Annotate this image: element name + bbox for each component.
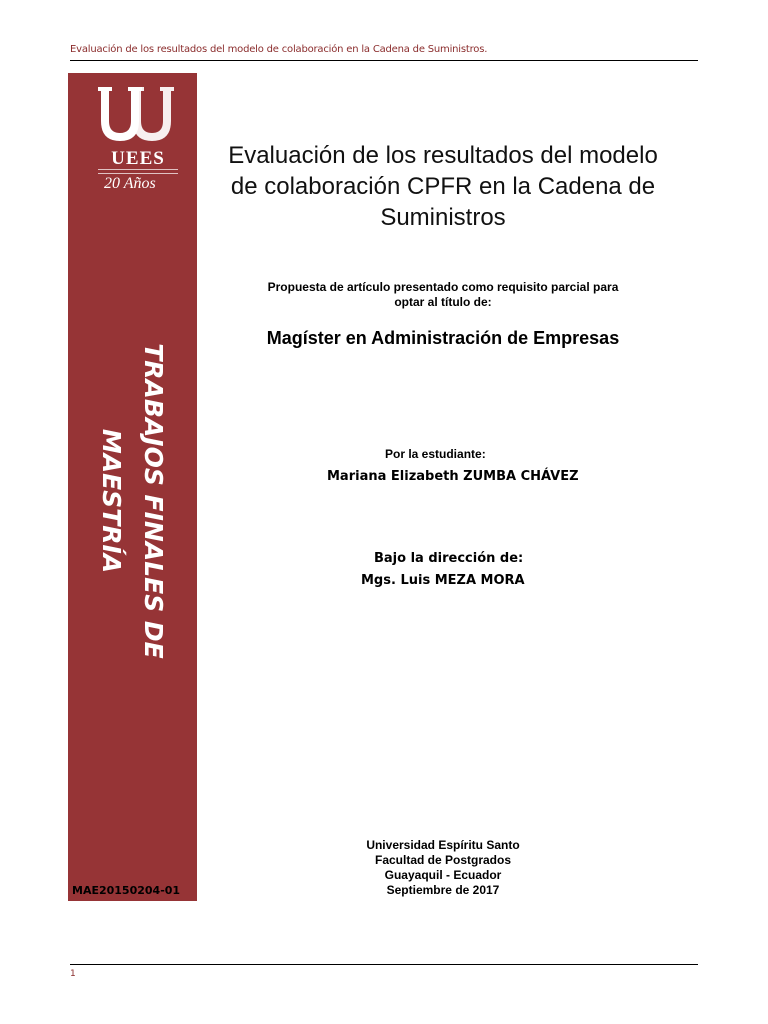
sidebar-band xyxy=(68,73,197,901)
logo-anniversary: 20 Años xyxy=(104,175,156,192)
header-divider xyxy=(70,60,698,61)
faculty-name: Facultad de Postgrados xyxy=(374,853,512,867)
document-subtitle xyxy=(218,280,668,310)
uees-logo xyxy=(90,83,180,192)
document-code: MAE20150204-01 xyxy=(72,884,181,897)
document-title: Evaluación de los resultados del modelo de colaboración CPFR en la Cadena de Suministros xyxy=(228,142,658,231)
vertical-title-line1: TRABAJOS FINALES DE xyxy=(139,343,168,659)
logo-wordmark: UEES xyxy=(111,148,165,169)
degree-title: Magíster en Administración de Empresas xyxy=(266,328,620,348)
city-name: Guayaquil - Ecuador xyxy=(384,868,502,882)
logo-rule xyxy=(98,169,178,174)
vertical-series-title xyxy=(90,341,174,661)
advisor-name: Mgs. Luis MEZA MORA xyxy=(361,573,525,588)
subtitle-line2: optar al título de: xyxy=(394,295,492,309)
publication-date: Septiembre de 2017 xyxy=(386,883,500,897)
student-name: Mariana Elizabeth ZUMBA CHÁVEZ xyxy=(327,469,579,484)
advisor-label: Bajo la dirección de: xyxy=(374,551,524,566)
student-label: Por la estudiante: xyxy=(385,447,486,461)
footer-divider xyxy=(70,964,698,965)
page-number: 1 xyxy=(70,969,76,979)
institution-block xyxy=(318,838,568,898)
running-header: Evaluación de los resultados del modelo de colaboración en la Cadena de Suministros. xyxy=(70,44,488,55)
vertical-title-line2: MAESTRÍA xyxy=(97,428,126,574)
subtitle-line1: Propuesta de artículo presentado como requisito parcial para xyxy=(267,280,619,294)
university-name: Universidad Espíritu Santo xyxy=(366,838,520,852)
uees-logo-icon xyxy=(90,83,180,147)
